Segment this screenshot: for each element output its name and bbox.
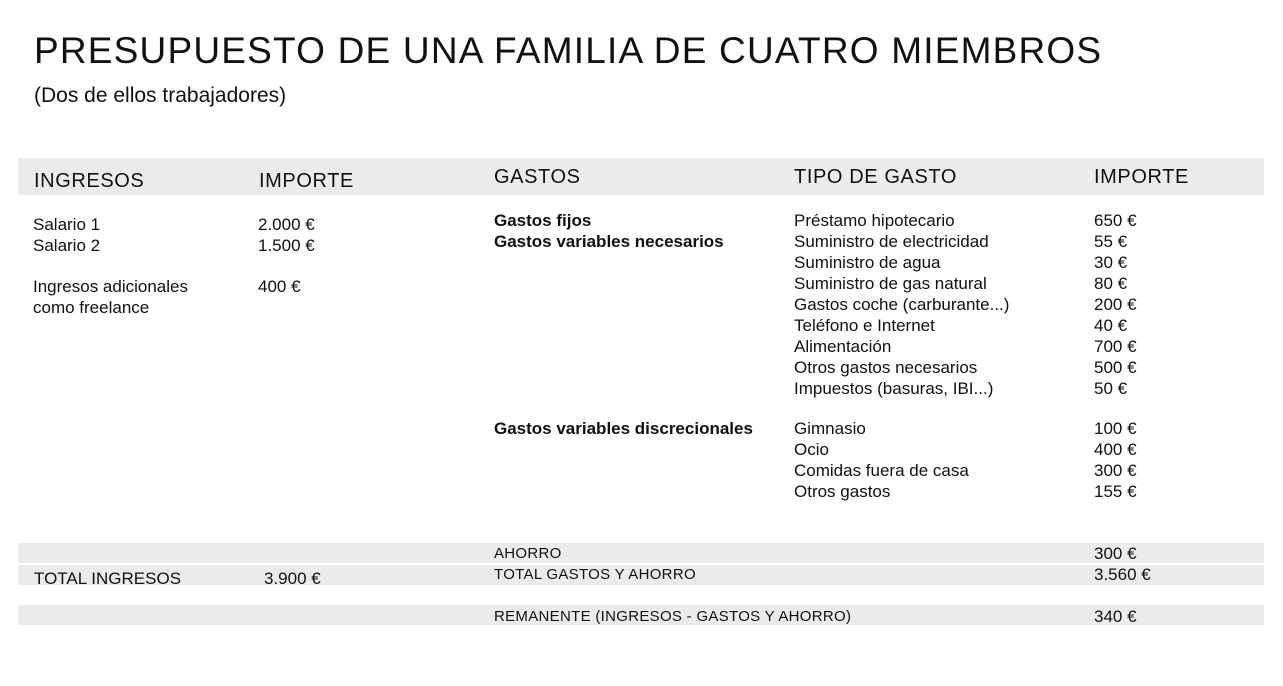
- list-item: Otros gastos necesarios: [794, 358, 978, 377]
- list-item: 650 €: [1094, 211, 1137, 230]
- list-item: Comidas fuera de casa: [794, 461, 969, 480]
- list-item: 400 €: [1094, 440, 1137, 459]
- list-item: Ocio: [794, 440, 829, 459]
- list-item: Gimnasio: [794, 419, 866, 438]
- discretionary-types-list: [794, 418, 969, 502]
- list-item: 500 €: [1094, 358, 1137, 377]
- list-item: 300 €: [1094, 461, 1137, 480]
- income-value-freelance: 400 €: [258, 277, 301, 296]
- list-item: 100 €: [1094, 419, 1137, 438]
- list-item: 30 €: [1094, 253, 1128, 272]
- remanente-value: 340 €: [1094, 607, 1137, 626]
- list-item: Teléfono e Internet: [794, 316, 935, 335]
- list-item: 55 €: [1094, 232, 1128, 251]
- header-importe-ingresos: IMPORTE: [259, 170, 354, 192]
- ahorro-value: 300 €: [1094, 544, 1137, 563]
- expense-values-list: [1094, 210, 1137, 399]
- page-title: PRESUPUESTO DE UNA FAMILIA DE CUATRO MIEMBROS: [34, 30, 1103, 71]
- ahorro-band: [18, 543, 1264, 563]
- list-item: Alimentación: [794, 337, 892, 356]
- list-item: Impuestos (basuras, IBI...): [794, 379, 994, 398]
- group-gastos-variables-discrecionales: Gastos variables discrecionales: [494, 419, 753, 438]
- list-item: Otros gastos: [794, 482, 891, 501]
- list-item: Suministro de electricidad: [794, 232, 989, 251]
- income-label-freelance: Ingresos adicionales: [33, 277, 188, 296]
- header-tipo-gasto: TIPO DE GASTO: [794, 166, 958, 188]
- income-label-freelance-line2: como freelance: [33, 298, 150, 317]
- total-gastos-label: TOTAL GASTOS Y AHORRO: [494, 566, 696, 583]
- ahorro-label: AHORRO: [494, 545, 562, 562]
- list-item: Suministro de gas natural: [794, 274, 987, 293]
- income-value-salario-1: 2.000 €: [258, 215, 315, 234]
- income-value-salario-2: 1.500 €: [258, 236, 315, 255]
- header-band: [18, 158, 1264, 195]
- header-gastos: GASTOS: [494, 166, 581, 188]
- list-item: 700 €: [1094, 337, 1137, 356]
- expense-types-list: [794, 210, 1009, 399]
- group-gastos-fijos: Gastos fijos: [494, 211, 592, 230]
- income-label-salario-2: Salario 2: [33, 236, 101, 255]
- list-item: Suministro de agua: [794, 253, 941, 272]
- list-item: 50 €: [1094, 379, 1128, 398]
- list-item: Gastos coche (carburante...): [794, 295, 1010, 314]
- list-item: 155 €: [1094, 482, 1137, 501]
- remanente-label: REMANENTE (INGRESOS - GASTOS Y AHORRO): [494, 608, 852, 625]
- list-item: 40 €: [1094, 316, 1128, 335]
- header-ingresos: INGRESOS: [34, 170, 145, 192]
- header-importe-gastos: IMPORTE: [1094, 166, 1189, 188]
- page-subtitle: (Dos de ellos trabajadores): [34, 84, 287, 107]
- discretionary-values-list: [1094, 418, 1137, 502]
- total-ingresos-value: 3.900 €: [264, 569, 321, 588]
- income-label-salario-1: Salario 1: [33, 215, 101, 234]
- list-item: 200 €: [1094, 295, 1137, 314]
- total-ingresos-label: TOTAL INGRESOS: [34, 569, 182, 588]
- list-item: Préstamo hipotecario: [794, 211, 955, 230]
- list-item: 80 €: [1094, 274, 1128, 293]
- group-gastos-variables-necesarios: Gastos variables necesarios: [494, 232, 724, 251]
- total-gastos-value: 3.560 €: [1094, 565, 1151, 584]
